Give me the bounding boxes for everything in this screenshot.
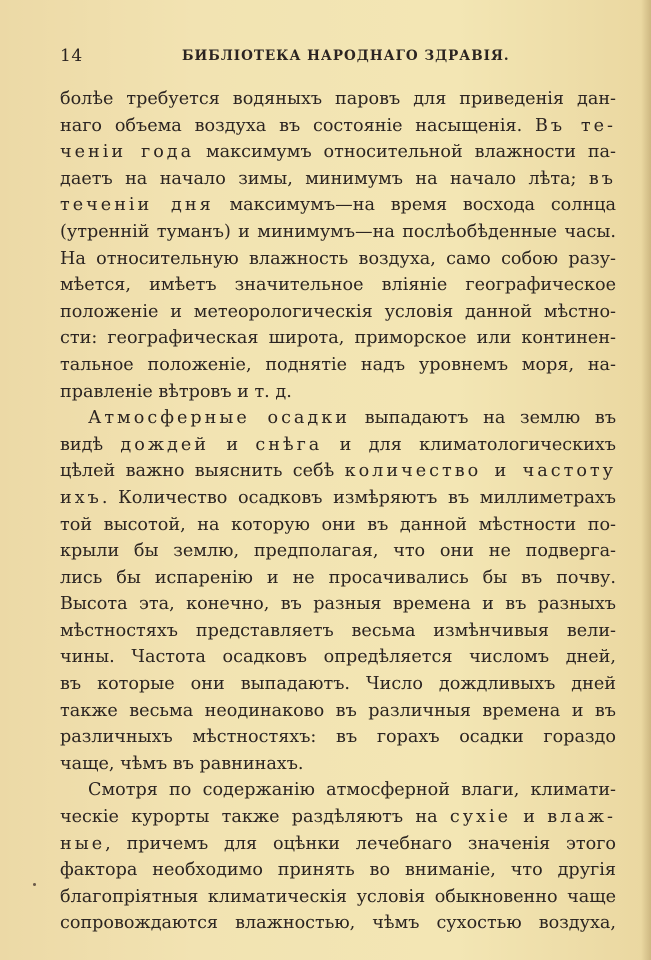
- spaced-emphasis: ихъ: [60, 487, 102, 508]
- spaced-emphasis: Въ те-: [534, 115, 616, 136]
- text-line: той высотой, на которую они въ данной мѣстности по-: [60, 514, 616, 535]
- text-line: сопровождаются влажностью, чѣмъ сухостью воздуха,: [60, 913, 616, 934]
- spaced-emphasis: ченiи года: [60, 142, 195, 163]
- text-line: различныхъ мѣстностяхъ: въ горахъ осадки гораздо: [60, 727, 616, 748]
- text-line: мѣется, имѣетъ значительное влiянiе географическое: [60, 275, 616, 296]
- text-line: благопрiятныя климатическiя условiя обыкновенно чаще: [60, 886, 616, 907]
- spaced-emphasis: въ: [588, 168, 616, 189]
- page-edge-shadow: [641, 0, 651, 960]
- page-header: [60, 46, 616, 74]
- text-line: сти: географическая широта, приморское или континен-: [60, 328, 616, 349]
- spaced-emphasis: снѣга: [255, 434, 323, 455]
- spaced-emphasis: дождей: [120, 434, 209, 455]
- spaced-emphasis: Атмосферные осадки: [88, 408, 350, 429]
- text-line: чины. Частота осадковъ опредѣляется числомъ дней,: [60, 647, 616, 668]
- running-title: БИБЛIОТЕКА НАРОДНАГО ЗДРАВIЯ.: [182, 48, 510, 64]
- text-line: фактора необходимо принять во вниманiе, что другiя: [60, 860, 616, 881]
- text-line: видѣ дождей и снѣга и для климатологическихъ: [60, 434, 616, 455]
- text-line: Атмосферные осадки выпадаютъ на землю въ: [88, 408, 617, 429]
- text-line: цѣлей важно выяснить себѣ количество и частоту: [60, 461, 616, 482]
- text-line: правленiе вѣтровъ и т. д.: [60, 381, 292, 402]
- text-line: наго объема воздуха въ состоянiе насыщенiя. Въ те-: [60, 115, 616, 136]
- text-line: (утреннiй туманъ) и минимумъ—на послѣобѣденные часы.: [60, 221, 616, 242]
- text-line: положенiе и метеорологическiя условiя данной мѣстно-: [60, 301, 616, 322]
- page-number: 14: [60, 46, 83, 66]
- text-line: лись бы испаренiю и не просачивались бы въ почву.: [60, 567, 616, 588]
- text-line: ченiи года максимумъ относительной влажности па-: [60, 142, 616, 163]
- text-line: ческiе курорты также раздѣляютъ на сухiе и влаж-: [60, 807, 616, 828]
- text-line: крыли бы землю, предполагая, что они не подверга-: [60, 541, 616, 562]
- text-line: тальное положенiе, поднятiе надъ уровнемъ моря, на-: [60, 354, 616, 375]
- text-line: болѣе требуется водяныхъ паровъ для приведенiя дан-: [60, 89, 616, 109]
- spaced-emphasis: количество: [344, 461, 482, 482]
- text-line: ихъ. Количество осадковъ измѣряютъ въ миллиметрахъ: [60, 487, 616, 508]
- text-line: мѣстностяхъ представляетъ весьма измѣнчивыя вели-: [60, 620, 616, 641]
- text-line: Смотря по содержанiю атмосферной влаги, климати-: [88, 780, 616, 801]
- text-line: даетъ на начало зимы, минимумъ на начало лѣта; въ: [60, 168, 616, 189]
- text-line: чаще, чѣмъ въ равнинахъ.: [60, 753, 304, 774]
- text-line: Высота эта, конечно, въ разныя времена и въ разныхъ: [60, 594, 616, 615]
- body-text: [60, 86, 616, 937]
- text-line: теченiи дня максимумъ—на время восхода солнца: [60, 195, 616, 216]
- spaced-emphasis: частоту: [522, 461, 616, 482]
- text-line: въ которые они выпадаютъ. Число дождливыхъ дней: [60, 674, 616, 695]
- spaced-emphasis: ные: [60, 833, 106, 854]
- text-line: также весьма неодинаково въ различныя времена и въ: [60, 700, 616, 721]
- spaced-emphasis: теченiи дня: [60, 195, 214, 216]
- text-line: ные, причемъ для оцѣнки лечебнаго значенiя этого: [60, 833, 616, 854]
- spaced-emphasis: влаж-: [547, 807, 616, 828]
- print-speck: [33, 883, 36, 886]
- text-line: На относительную влажность воздуха, само собою разу-: [60, 248, 616, 269]
- spaced-emphasis: сухiе: [449, 807, 512, 828]
